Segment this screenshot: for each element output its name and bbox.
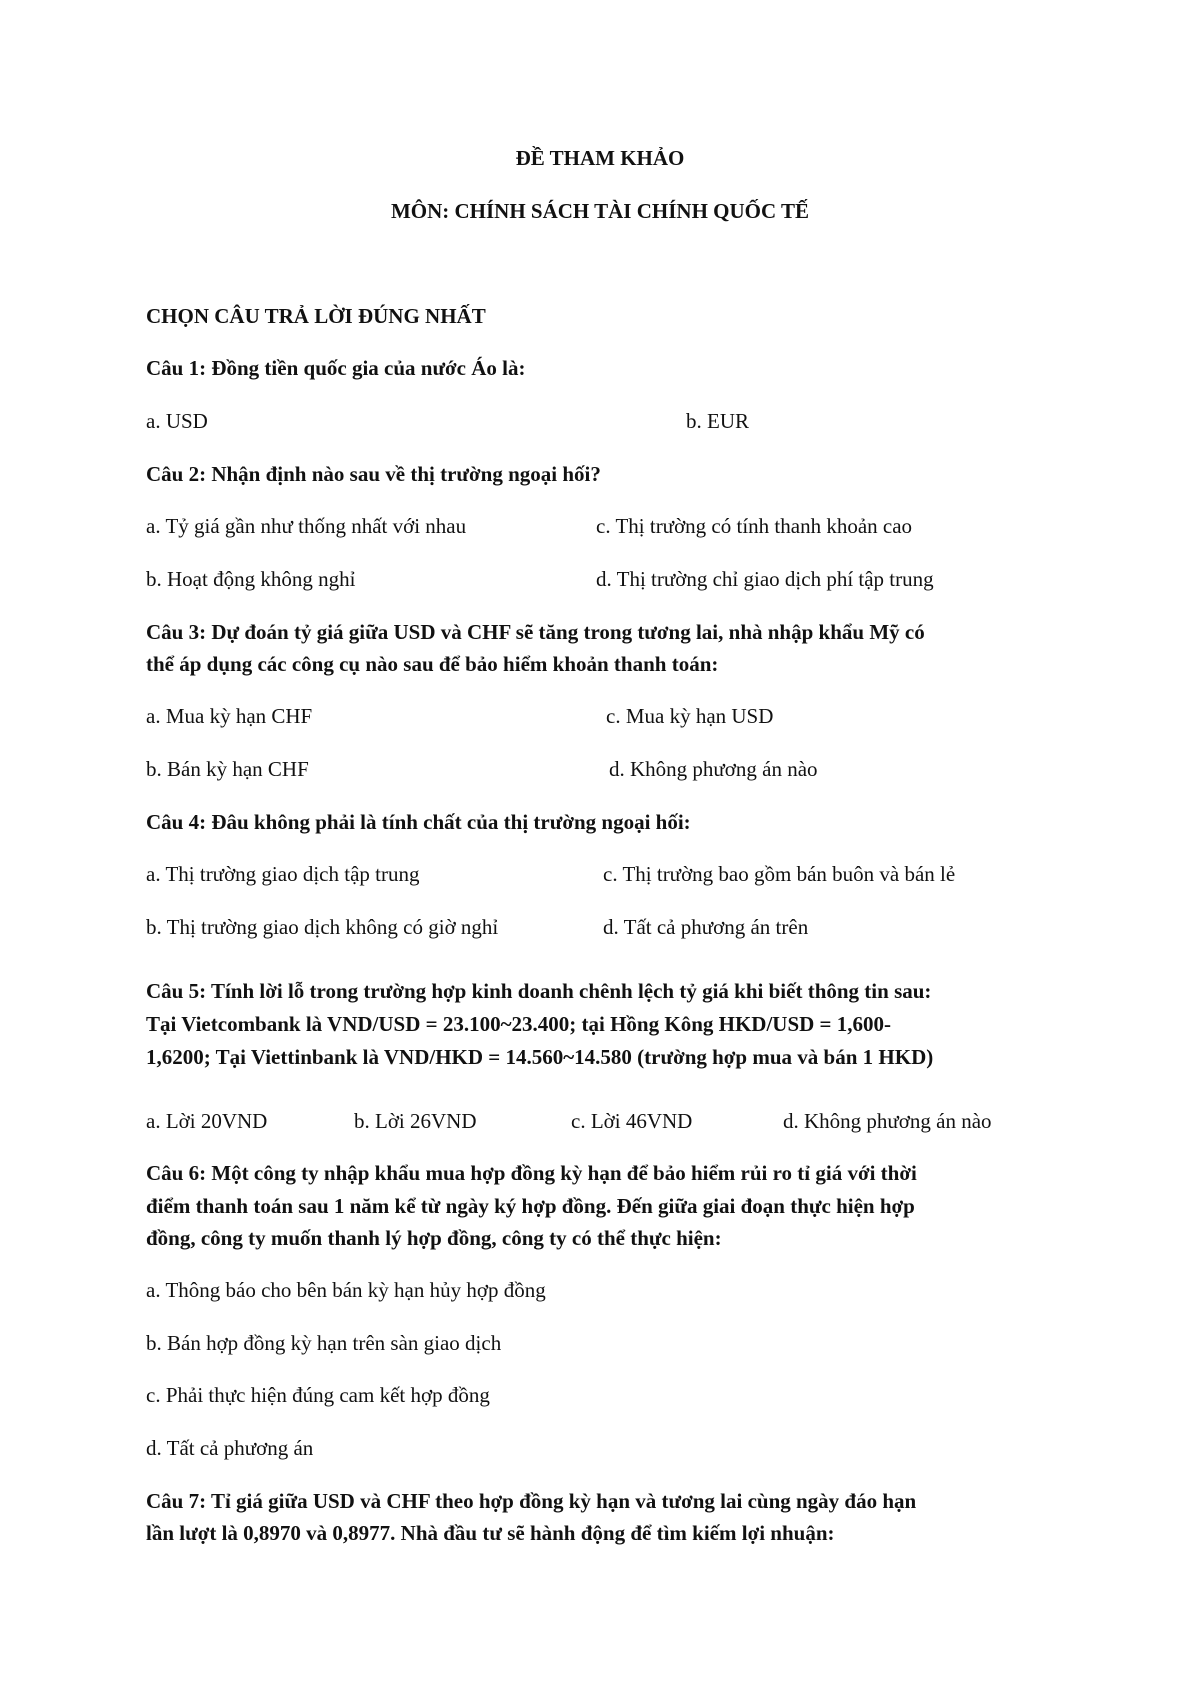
question-1-text: Câu 1: Đồng tiền quốc gia của nước Áo là: <box>146 356 526 380</box>
question-3-option-a: a. Mua kỳ hạn CHF <box>146 704 313 728</box>
question-5-option-a: a. Lời 20VND <box>146 1109 268 1133</box>
question-6-text-line-3: đồng, công ty muốn thanh lý hợp đồng, công ty có thể thực hiện: <box>146 1226 722 1250</box>
question-2-option-c: c. Thị trường có tính thanh khoản cao <box>596 514 913 538</box>
question-1-option-b: b. EUR <box>686 409 749 433</box>
question-5-text-line-1: Câu 5: Tính lời lỗ trong trường hợp kinh doanh chênh lệch tỷ giá khi biết thông tin sau: <box>146 979 932 1003</box>
question-6-option-c: c. Phải thực hiện đúng cam kết hợp đồng <box>146 1383 490 1407</box>
question-6-option-d: d. Tất cả phương án <box>146 1436 314 1460</box>
question-7-text-line-1: Câu 7: Tỉ giá giữa USD và CHF theo hợp đồng kỳ hạn và tương lai cùng ngày đáo hạn <box>146 1489 917 1513</box>
question-3-option-d: d. Không phương án nào <box>609 757 818 781</box>
question-4-option-b: b. Thị trường giao dịch không có giờ nghỉ <box>146 915 499 939</box>
question-2-text: Câu 2: Nhận định nào sau về thị trường ngoại hối? <box>146 462 601 486</box>
question-7-text-line-2: lần lượt là 0,8970 và 0,8977. Nhà đầu tư sẽ hành động để tìm kiếm lợi nhuận: <box>146 1521 835 1545</box>
question-5-option-d: d. Không phương án nào <box>783 1109 992 1133</box>
question-6-text-line-2: điểm thanh toán sau 1 năm kể từ ngày ký hợp đồng. Đến giữa giai đoạn thực hiện hợp <box>146 1194 915 1218</box>
question-2-option-a: a. Tỷ giá gần như thống nhất với nhau <box>146 514 467 538</box>
question-5-option-b: b. Lời 26VND <box>354 1109 477 1133</box>
question-5-text-line-3: 1,6200; Tại Viettinbank là VND/HKD = 14.560~14.580 (trường hợp mua và bán 1 HKD) <box>146 1045 934 1069</box>
question-3-option-b: b. Bán kỳ hạn CHF <box>146 757 309 781</box>
question-3-text-line-2: thể áp dụng các công cụ nào sau để bảo hiểm khoản thanh toán: <box>146 652 719 676</box>
question-1-option-a: a. USD <box>146 409 208 433</box>
question-5-option-c: c. Lời 46VND <box>571 1109 693 1133</box>
question-6-text-line-1: Câu 6: Một công ty nhập khẩu mua hợp đồng kỳ hạn để bảo hiểm rủi ro tỉ giá với thời <box>146 1161 917 1185</box>
question-5-text-line-2: Tại Vietcombank là VND/USD = 23.100~23.400; tại Hồng Kông HKD/USD = 1,600- <box>146 1012 892 1036</box>
question-3-option-c: c. Mua kỳ hạn USD <box>606 704 774 728</box>
question-2-option-d: d. Thị trường chỉ giao dịch phí tập trung <box>596 567 934 591</box>
section-heading: CHỌN CÂU TRẢ LỜI ĐÚNG NHẤT <box>146 304 486 328</box>
question-6-option-a: a. Thông báo cho bên bán kỳ hạn hủy hợp đồng <box>146 1278 546 1302</box>
question-4-option-a: a. Thị trường giao dịch tập trung <box>146 862 420 886</box>
question-2-option-b: b. Hoạt động không nghỉ <box>146 567 356 591</box>
question-6-option-b: b. Bán hợp đồng kỳ hạn trên sàn giao dịch <box>146 1331 502 1355</box>
subject-title: MÔN: CHÍNH SÁCH TÀI CHÍNH QUỐC TẾ <box>390 199 810 223</box>
question-4-option-d: d. Tất cả phương án trên <box>603 915 809 939</box>
document-title: ĐỀ THAM KHẢO <box>515 146 685 170</box>
question-3-text-line-1: Câu 3: Dự đoán tỷ giá giữa USD và CHF sẽ tăng trong tương lai, nhà nhập khẩu Mỹ có <box>146 620 925 644</box>
question-4-option-c: c. Thị trường bao gồm bán buôn và bán lẻ <box>603 862 956 886</box>
question-4-text: Câu 4: Đâu không phải là tính chất của thị trường ngoại hối: <box>146 810 691 834</box>
